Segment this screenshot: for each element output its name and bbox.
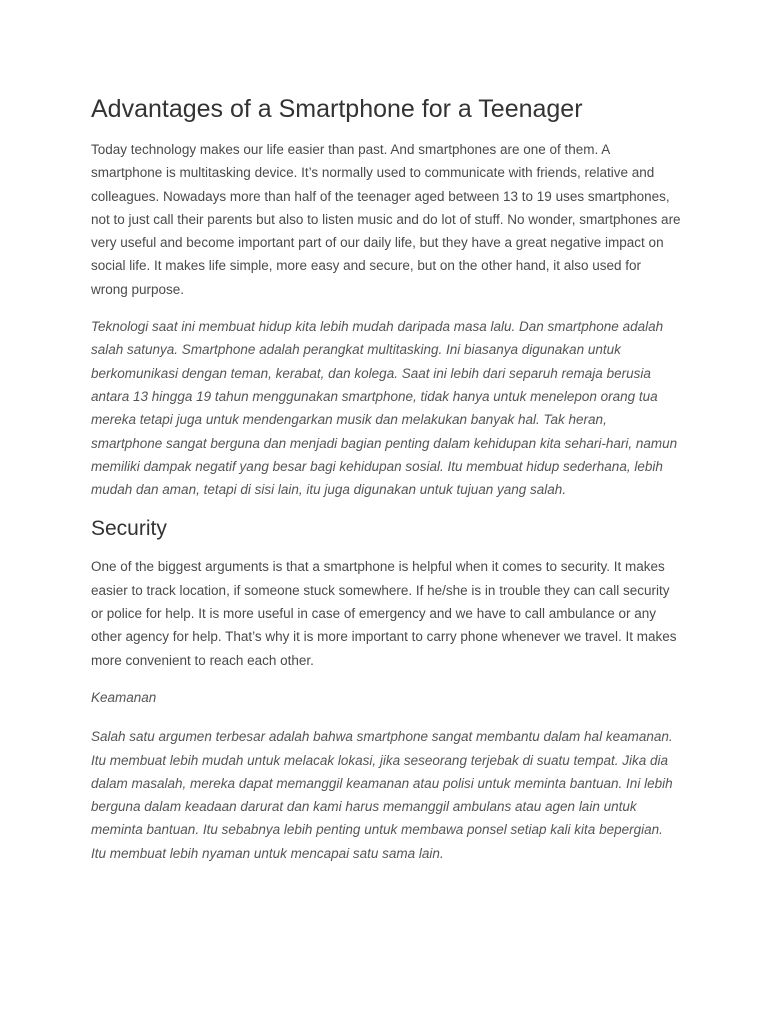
document-page	[91, 92, 681, 879]
security-paragraph-id: Salah satu argumen terbesar adalah bahwa smartphone sangat membantu dalam hal keamanan. Itu membuat lebih mudah untuk melacak lokasi, jika seseorang terjebak di suatu tempat. Jika dia dalam masalah, mereka dapat memanggil keamanan atau polisi untuk meminta bantuan. Ini lebih berguna dalam keadaan darurat dan kami harus memanggil ambulans atau agen lain untuk meminta bantuan. Itu sebabnya lebih penting untuk membawa ponsel setiap kali kita bepergian. Itu membuat lebih nyaman untuk mencapai satu sama lain.	[91, 729, 673, 861]
article-title: Advantages of a Smartphone for a Teenager	[91, 95, 583, 123]
security-subheading-id: Keamanan	[91, 689, 157, 705]
security-heading: Security	[91, 517, 167, 541]
intro-paragraph-en: Today technology makes our life easier than past. And smartphones are one of them. A smartphone is multitasking device. It’s normally used to communicate with friends, relative and colleagues. Nowadays more than half of the teenager aged between 13 to 19 uses smartphones, not to just call their parents but also to listen music and do lot of stuff. No wonder, smartphones are very useful and become important part of our daily life, but they have a great negative impact on social life. It makes life simple, more easy and secure, but on the other hand, it also used for wrong purpose.	[91, 142, 681, 297]
security-paragraph-en: One of the biggest arguments is that a smartphone is helpful when it comes to security. It makes easier to track location, if someone stuck somewhere. If he/she is in trouble they can call security or police for help. It is more useful in case of emergency and we have to call ambulance or any other agency for help. That’s why it is more important to carry phone whenever we travel. It makes more convenient to reach each other.	[91, 559, 677, 668]
intro-paragraph-id: Teknologi saat ini membuat hidup kita lebih mudah daripada masa lalu. Dan smartphone adalah salah satunya. Smartphone adalah perangkat multitasking. Ini biasanya digunakan untuk berkomunikasi dengan teman, kerabat, dan kolega. Saat ini lebih dari separuh remaja berusia antara 13 hingga 19 tahun menggunakan smartphone, tidak hanya untuk menelepon orang tua mereka tetapi juga untuk mendengarkan musik dan melakukan banyak hal. Tak heran, smartphone sangat berguna dan menjadi bagian penting dalam kehidupan kita sehari-hari, namun memiliki dampak negatif yang besar bagi kehidupan sosial. Itu membuat hidup sederhana, lebih mudah dan aman, tetapi di sisi lain, itu juga digunakan untuk tujuan yang salah.	[91, 319, 678, 498]
